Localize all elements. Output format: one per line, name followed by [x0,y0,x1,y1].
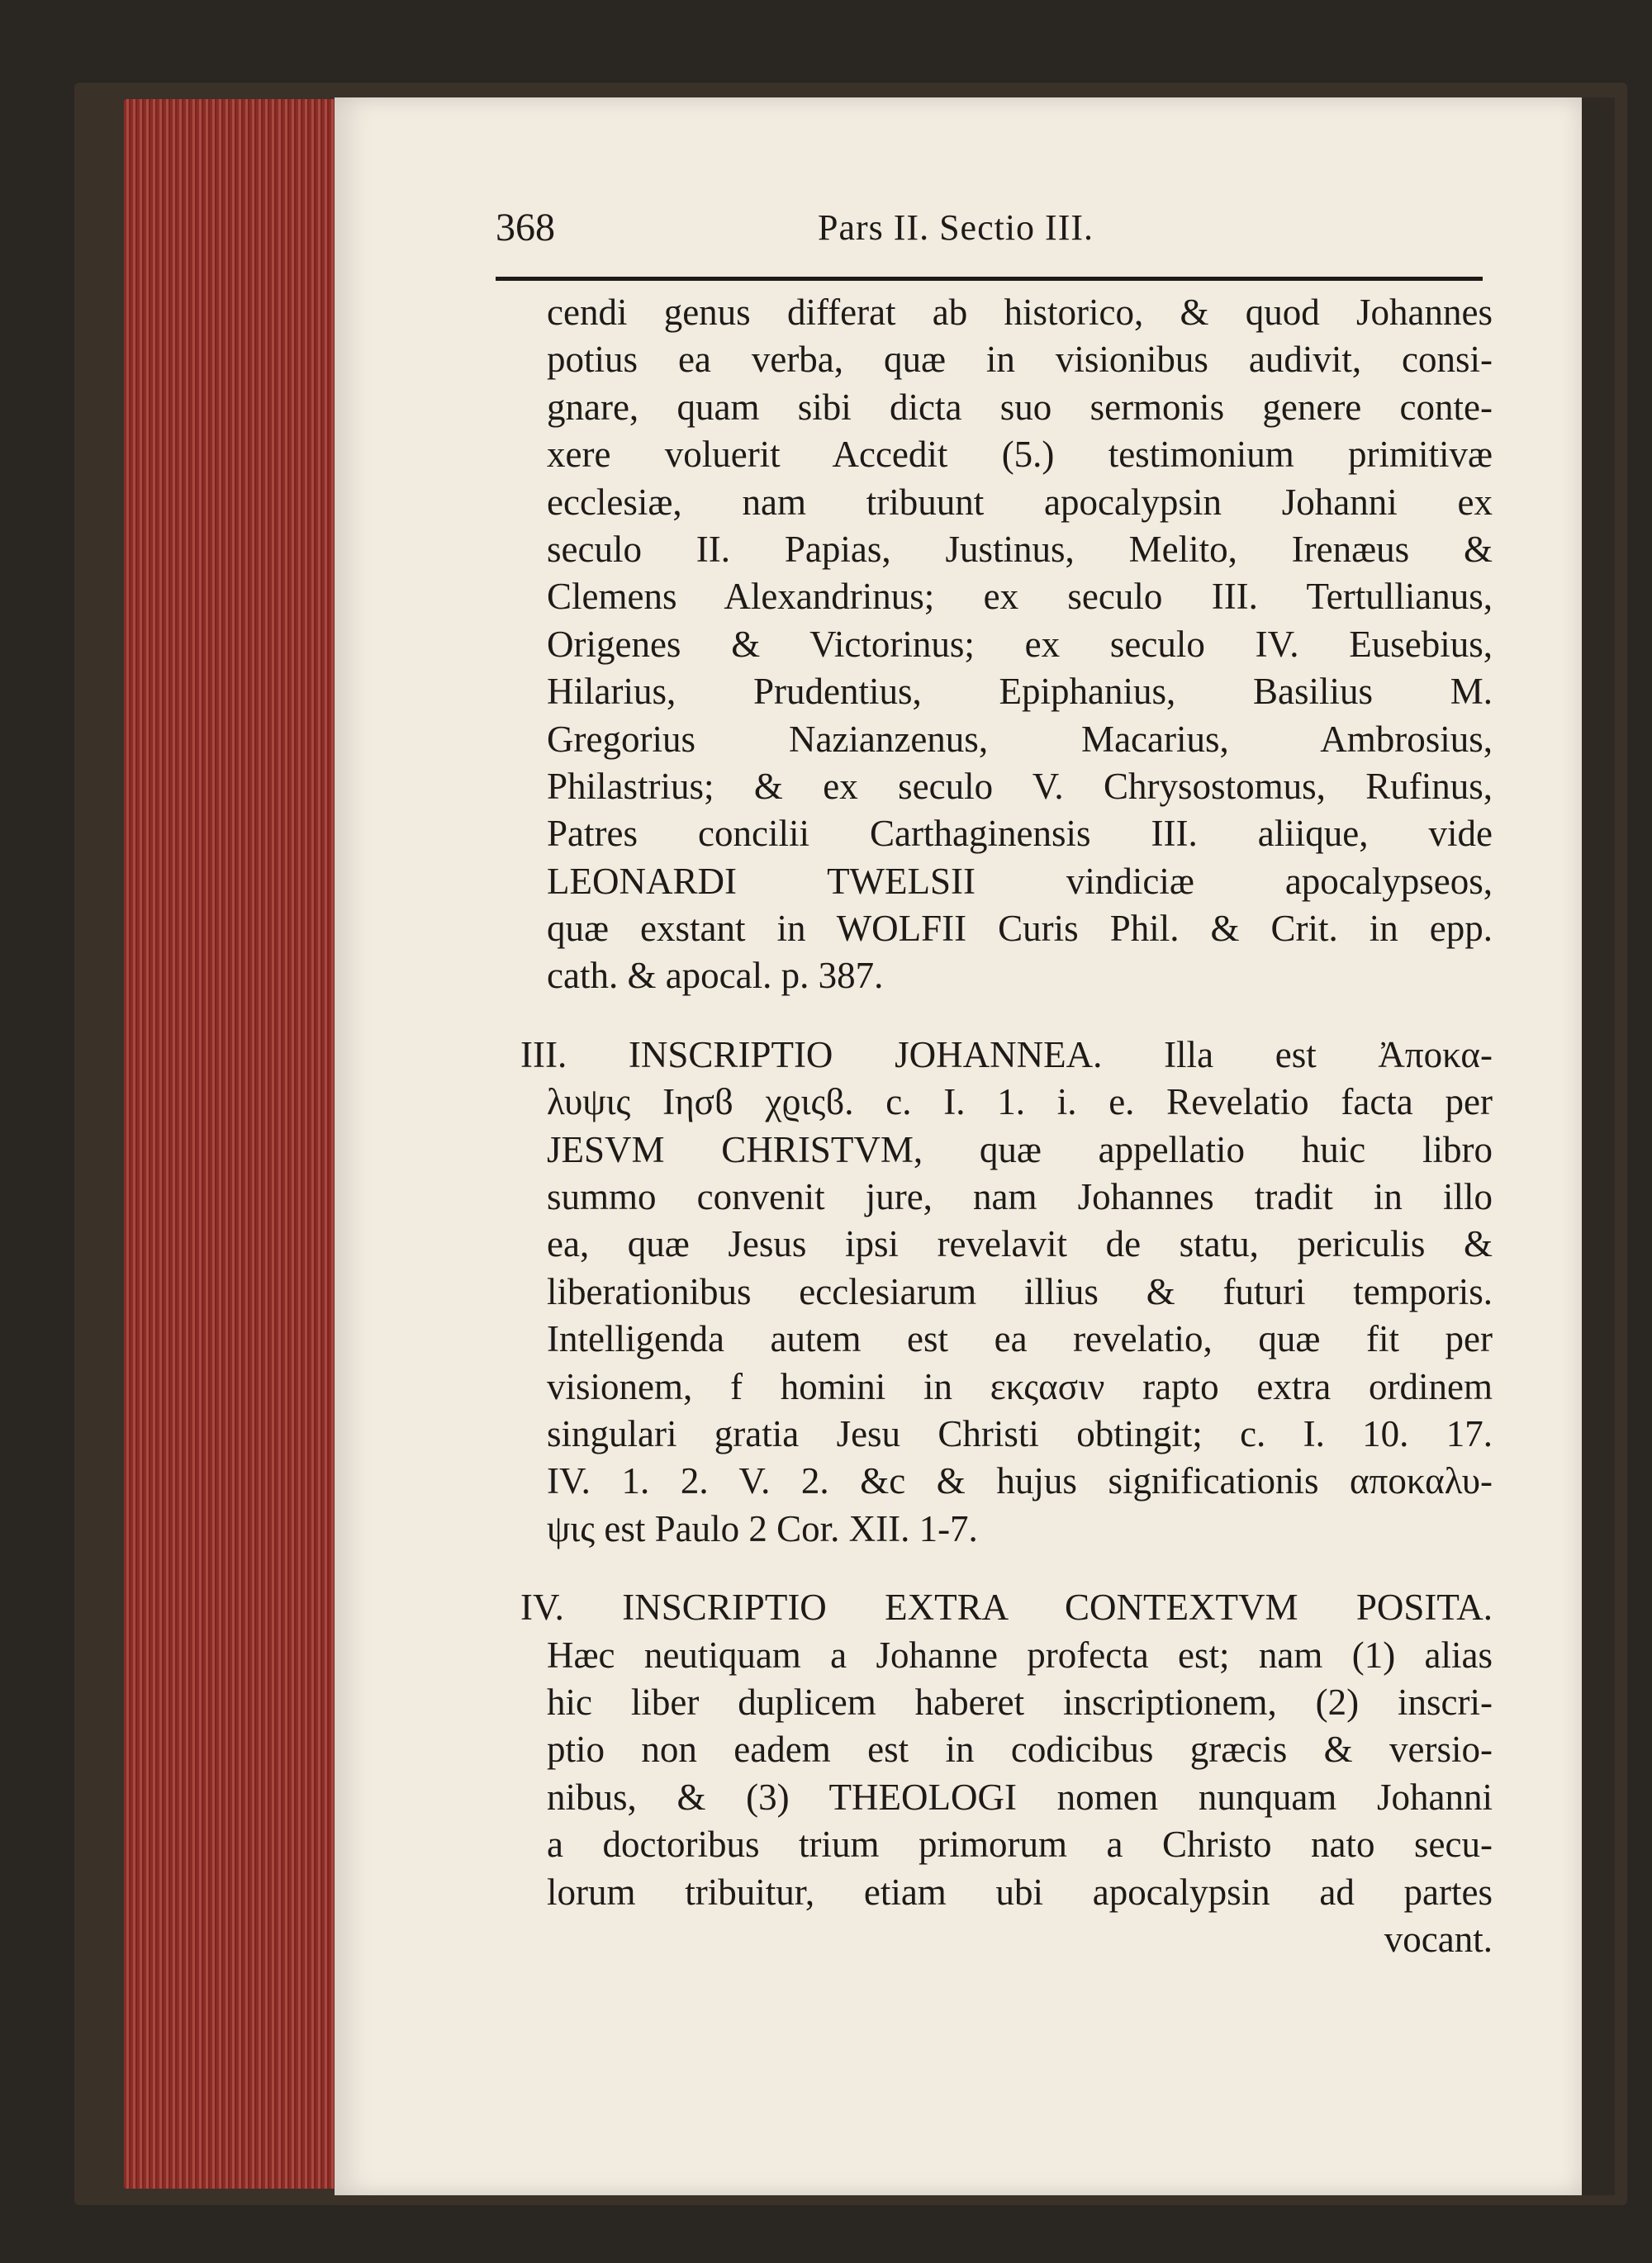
text-line: Intelligenda autem est ea revelatio, quæ fit per [547,1318,1493,1360]
text-line: summo convenit jure, nam Johannes tradit in illo [547,1176,1493,1218]
page-edges-red [124,99,339,2189]
section-heading-III: III. INSCRIPTIO JOHANNEA. Illa est Ἀποκα- [520,1033,1493,1075]
text-line: Patres concilii Carthaginensis III. aliique, vide [547,813,1493,855]
text-line: ptio non eadem est in codicibus græcis & versio- [547,1729,1493,1771]
paragraph-gap [547,1000,1493,1032]
text-line: liberationibus ecclesiarum illius & futuri temporis. [547,1270,1493,1312]
text-line: Origenes & Victorinus; ex seculo IV. Eusebius, [547,623,1493,665]
text-line: cendi genus differat ab historico, & quod Johannes [547,292,1493,333]
body-text [520,289,1493,1963]
text-line: visionem, f homini in εκςασιν rapto extra ordinem [547,1365,1493,1407]
text-line: nibus, & (3) THEOLOGI nomen nunquam Johanni [547,1776,1493,1818]
text-line: singulari gratia Jesu Christi obtingit; c. I. 10. 17. [547,1412,1493,1454]
running-header [496,205,1483,279]
cover-edge-right [1582,97,1615,2195]
text-line: Hilarius, Prudentius, Epiphanius, Basilius M. [547,671,1493,713]
text-line: λυψις Ιησϐ χϱιςϐ. c. I. 1. i. e. Revelatio facta per [547,1081,1493,1123]
text-line: LEONARDI TWELSII vindiciæ apocalypseos, [547,860,1493,902]
text-line: quæ exstant in WOLFII Curis Phil. & Crit. in epp. [547,908,1493,950]
text-line: cath. & apocal. p. 387. [547,955,884,997]
text-line: ecclesiæ, nam tribuunt apocalypsin Johanni ex [547,481,1493,523]
section-heading-IV: IV. INSCRIPTIO EXTRA CONTEXTVM POSITA. [520,1587,1493,1629]
page-number: 368 [496,206,555,249]
text-line: IV. 1. 2. V. 2. &c & hujus significationis αποκαλυ- [547,1460,1493,1502]
text-line: lorum tribuitur, etiam ubi apocalypsin ad partes [547,1871,1493,1913]
text-line: JESVM CHRISTVM, quæ appellatio huic libro [547,1128,1493,1170]
text-line: gnare, quam sibi dicta suo sermonis genere conte- [547,386,1493,428]
text-line: vocant. [1384,1918,1493,1960]
text-line: a doctoribus trium primorum a Christo nato secu- [547,1824,1493,1866]
text-line: hic liber duplicem haberet inscriptionem, (2) inscri- [547,1681,1493,1723]
running-title: Pars II. Sectio III. [818,207,1094,248]
text-line: potius ea verba, quæ in visionibus audivit, consi- [547,339,1493,381]
text-line: ψις est Paulo 2 Cor. XII. 1-7. [547,1507,978,1549]
text-line: Philastrius; & ex seculo V. Chrysostomus, Rufinus, [547,765,1493,807]
text-line: ea, quæ Jesus ipsi revelavit de statu, periculis & [547,1223,1493,1265]
header-rule [496,277,1483,281]
paragraph-gap [547,1553,1493,1584]
text-line: Hæc neutiquam a Johanne profecta est; nam (1) alias [547,1634,1493,1676]
text-line: Gregorius Nazianzenus, Macarius, Ambrosius, [547,718,1493,760]
text-line: Clemens Alexandrinus; ex seculo III. Tertullianus, [547,576,1493,618]
text-line: seculo II. Papias, Justinus, Melito, Irenæus & [547,528,1493,570]
text-line: xere voluerit Accedit (5.) testimonium primitivæ [547,434,1493,476]
